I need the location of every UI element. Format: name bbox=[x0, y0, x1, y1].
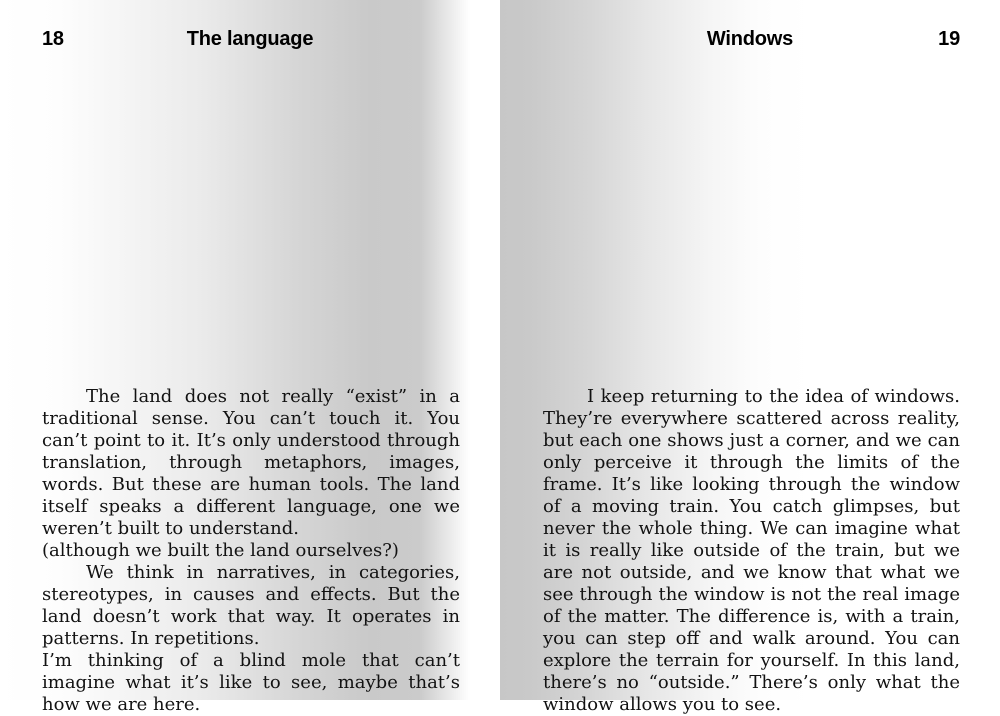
running-head-left: The language bbox=[186, 28, 314, 50]
paragraph: I keep returning to the idea of windows. They’re everywhere scattered across reality, but each one shows just a corner, and we can only perceive it through the limits of the frame. It’s like looking through the window of a moving train. You catch glimpses, but never the whole thing. We can imagine what it is really like outside of the train, but we are not outside, and we know that what we see through the window is not the real image of the matter. The difference is, with a train, you can step off and walk around. You can explore the terrain for yourself. In this land, there’s no “outside.” There’s only what the window allows you to see. bbox=[543, 386, 960, 715]
page-number-left: 18 bbox=[42, 28, 64, 50]
paragraph: We think in narratives, in categories, stereotypes, in causes and effects. But the land doesn’t work that way. It operates in patterns. In repetitions. bbox=[42, 562, 460, 649]
left-page bbox=[0, 0, 500, 715]
paragraph: (although we built the land ourselves?) bbox=[42, 540, 399, 561]
body-text-left bbox=[42, 386, 460, 716]
right-page bbox=[500, 0, 1000, 715]
body-text-right bbox=[543, 386, 960, 716]
paragraph: The land does not really “exist” in a traditional sense. You can’t touch it. You can’t point to it. It’s only understood through translation, through metaphors, images, words. But these are human tools. The land itself speaks a different language, one we weren’t built to understand. bbox=[42, 386, 460, 539]
page-number-right: 19 bbox=[938, 28, 960, 50]
paragraph: I’m thinking of a blind mole that can’t imagine what it’s like to see, maybe that’s how we are here. bbox=[42, 650, 460, 715]
running-head-right: Windows bbox=[706, 28, 794, 50]
